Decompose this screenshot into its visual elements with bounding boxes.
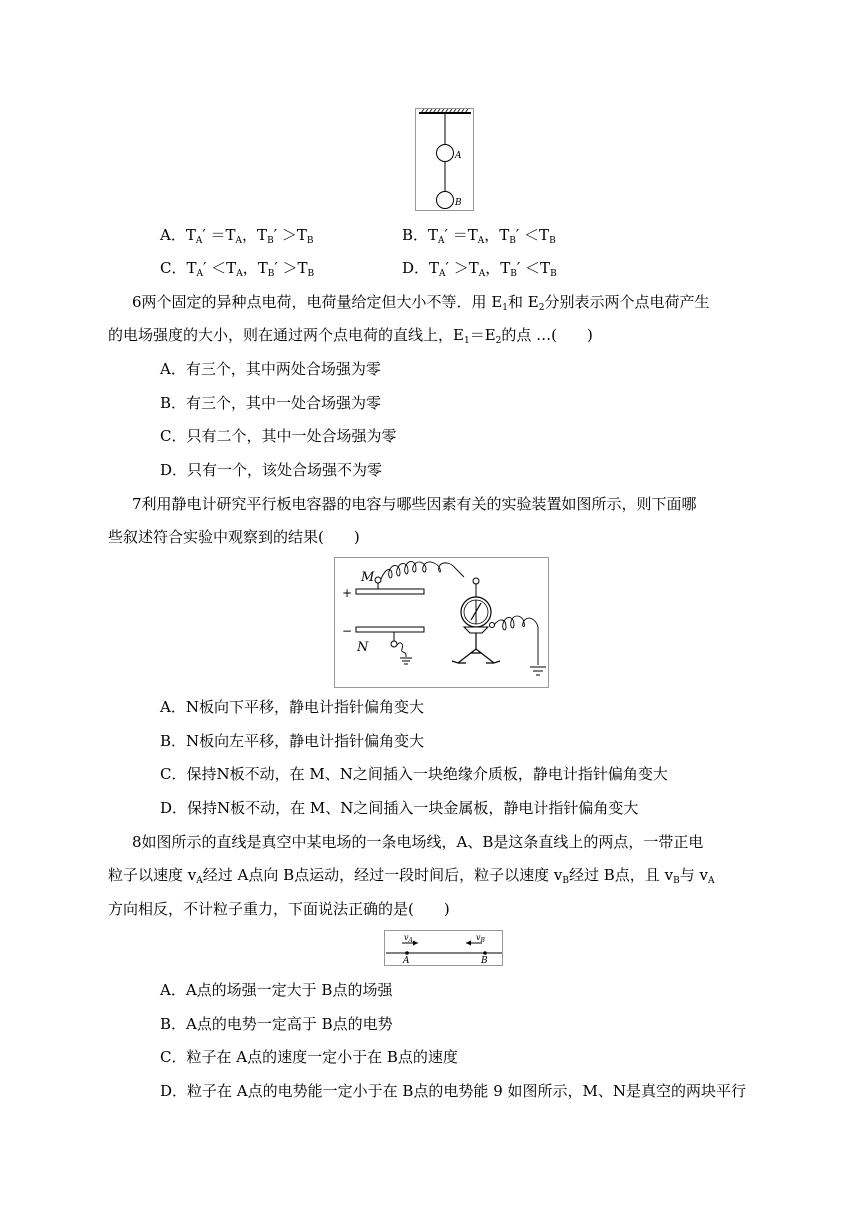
q8-stem-line2: 粒子以速度 $v_A$经过 A点向 B点运动，经过一段时间后，粒子以速度 $v_B$经过 B点，且 $v_B$与 $v_A$: [108, 866, 715, 886]
q7-option-d: D．保持N板不动，在 M、N之间插入一块金属板，静电计指针偏角变大: [160, 799, 639, 817]
plate-n-label: N: [357, 640, 369, 655]
q7-option-b: B．N板向左平移，静电计指针偏角变大: [160, 732, 425, 750]
va-label: v: [404, 933, 409, 942]
q6-option-c: C．只有二个，其中一处合场强为零: [160, 427, 397, 445]
ball-b-label: B: [455, 198, 462, 208]
q8-option-c: C．粒子在 A点的速度一定小于在 B点的速度: [160, 1048, 458, 1066]
minus-sign: −: [342, 624, 353, 638]
q7-stem-line2: 些叙述符合实验中观察到的结果( ): [108, 528, 360, 546]
q5-option-c: C．$T_A' <T_A$，$T_B' >T_B$: [160, 259, 315, 279]
ball-a-label: A: [455, 151, 462, 161]
point-b-label: B: [481, 956, 488, 966]
hanging-balls-figure: [415, 108, 475, 212]
q5-option-a: A．$T_A' =T_A$，$T_B' >T_B$: [160, 226, 314, 246]
q8-stem-line3: 方向相反，不计粒子重力，下面说法正确的是( ): [108, 900, 450, 918]
q5-option-d: D．$T_A' >T_A$，$T_B' <T_B$: [402, 259, 557, 279]
plus-sign: +: [342, 586, 353, 600]
q6-option-d: D．只有一个，该处合场强不为零: [160, 461, 383, 479]
field-line-figure: [384, 930, 504, 966]
q7-option-c: C．保持N板不动，在 M、N之间插入一块绝缘介质板，静电计指针偏角变大: [160, 765, 668, 783]
q8-option-d: D．粒子在 A点的电势能一定小于在 B点的电势能 9 如图所示，M、N是真空的两块平行: [160, 1082, 746, 1100]
svg-text:vA: [404, 933, 414, 944]
q7-stem-line1: 7利用静电计研究平行板电容器的电容与哪些因素有关的实验装置如图所示，则下面哪: [132, 495, 697, 513]
svg-text:vB: [476, 933, 486, 944]
va-sub: A: [408, 937, 413, 944]
q8-option-b: B．A点的电势一定高于 B点的电势: [160, 1015, 393, 1033]
vb-label: v: [476, 933, 481, 942]
point-a-label: A: [403, 956, 410, 966]
q5-option-b: B．$T_A' =T_A$，$T_B' <T_B$: [402, 226, 556, 246]
q6-stem-line1: 6两个固定的异种点电荷，电荷量给定但大小不等．用 $E_1$和 $E_2$分别表示两个点电荷产生: [132, 293, 710, 313]
q7-option-a: A．N板向下平移，静电计指针偏角变大: [160, 698, 424, 716]
q8-option-a: A．A点的场强一定大于 B点的场强: [160, 981, 393, 999]
q6-option-a: A．有三个，其中两处合场强为零: [160, 360, 381, 378]
capacitor-electrometer-figure: [334, 557, 550, 689]
q6-stem-line2: 的电场强度的大小，则在通过两个点电荷的直线上，$E_1=E_2$的点 …( ): [108, 326, 593, 346]
vb-sub: B: [480, 937, 485, 944]
plate-m-label: M: [361, 570, 375, 585]
q6-option-b: B．有三个，其中一处合场强为零: [160, 394, 382, 412]
q8-stem-line1: 8如图所示的直线是真空中某电场的一条电场线，A、B是这条直线上的两点，一带正电: [132, 833, 704, 851]
